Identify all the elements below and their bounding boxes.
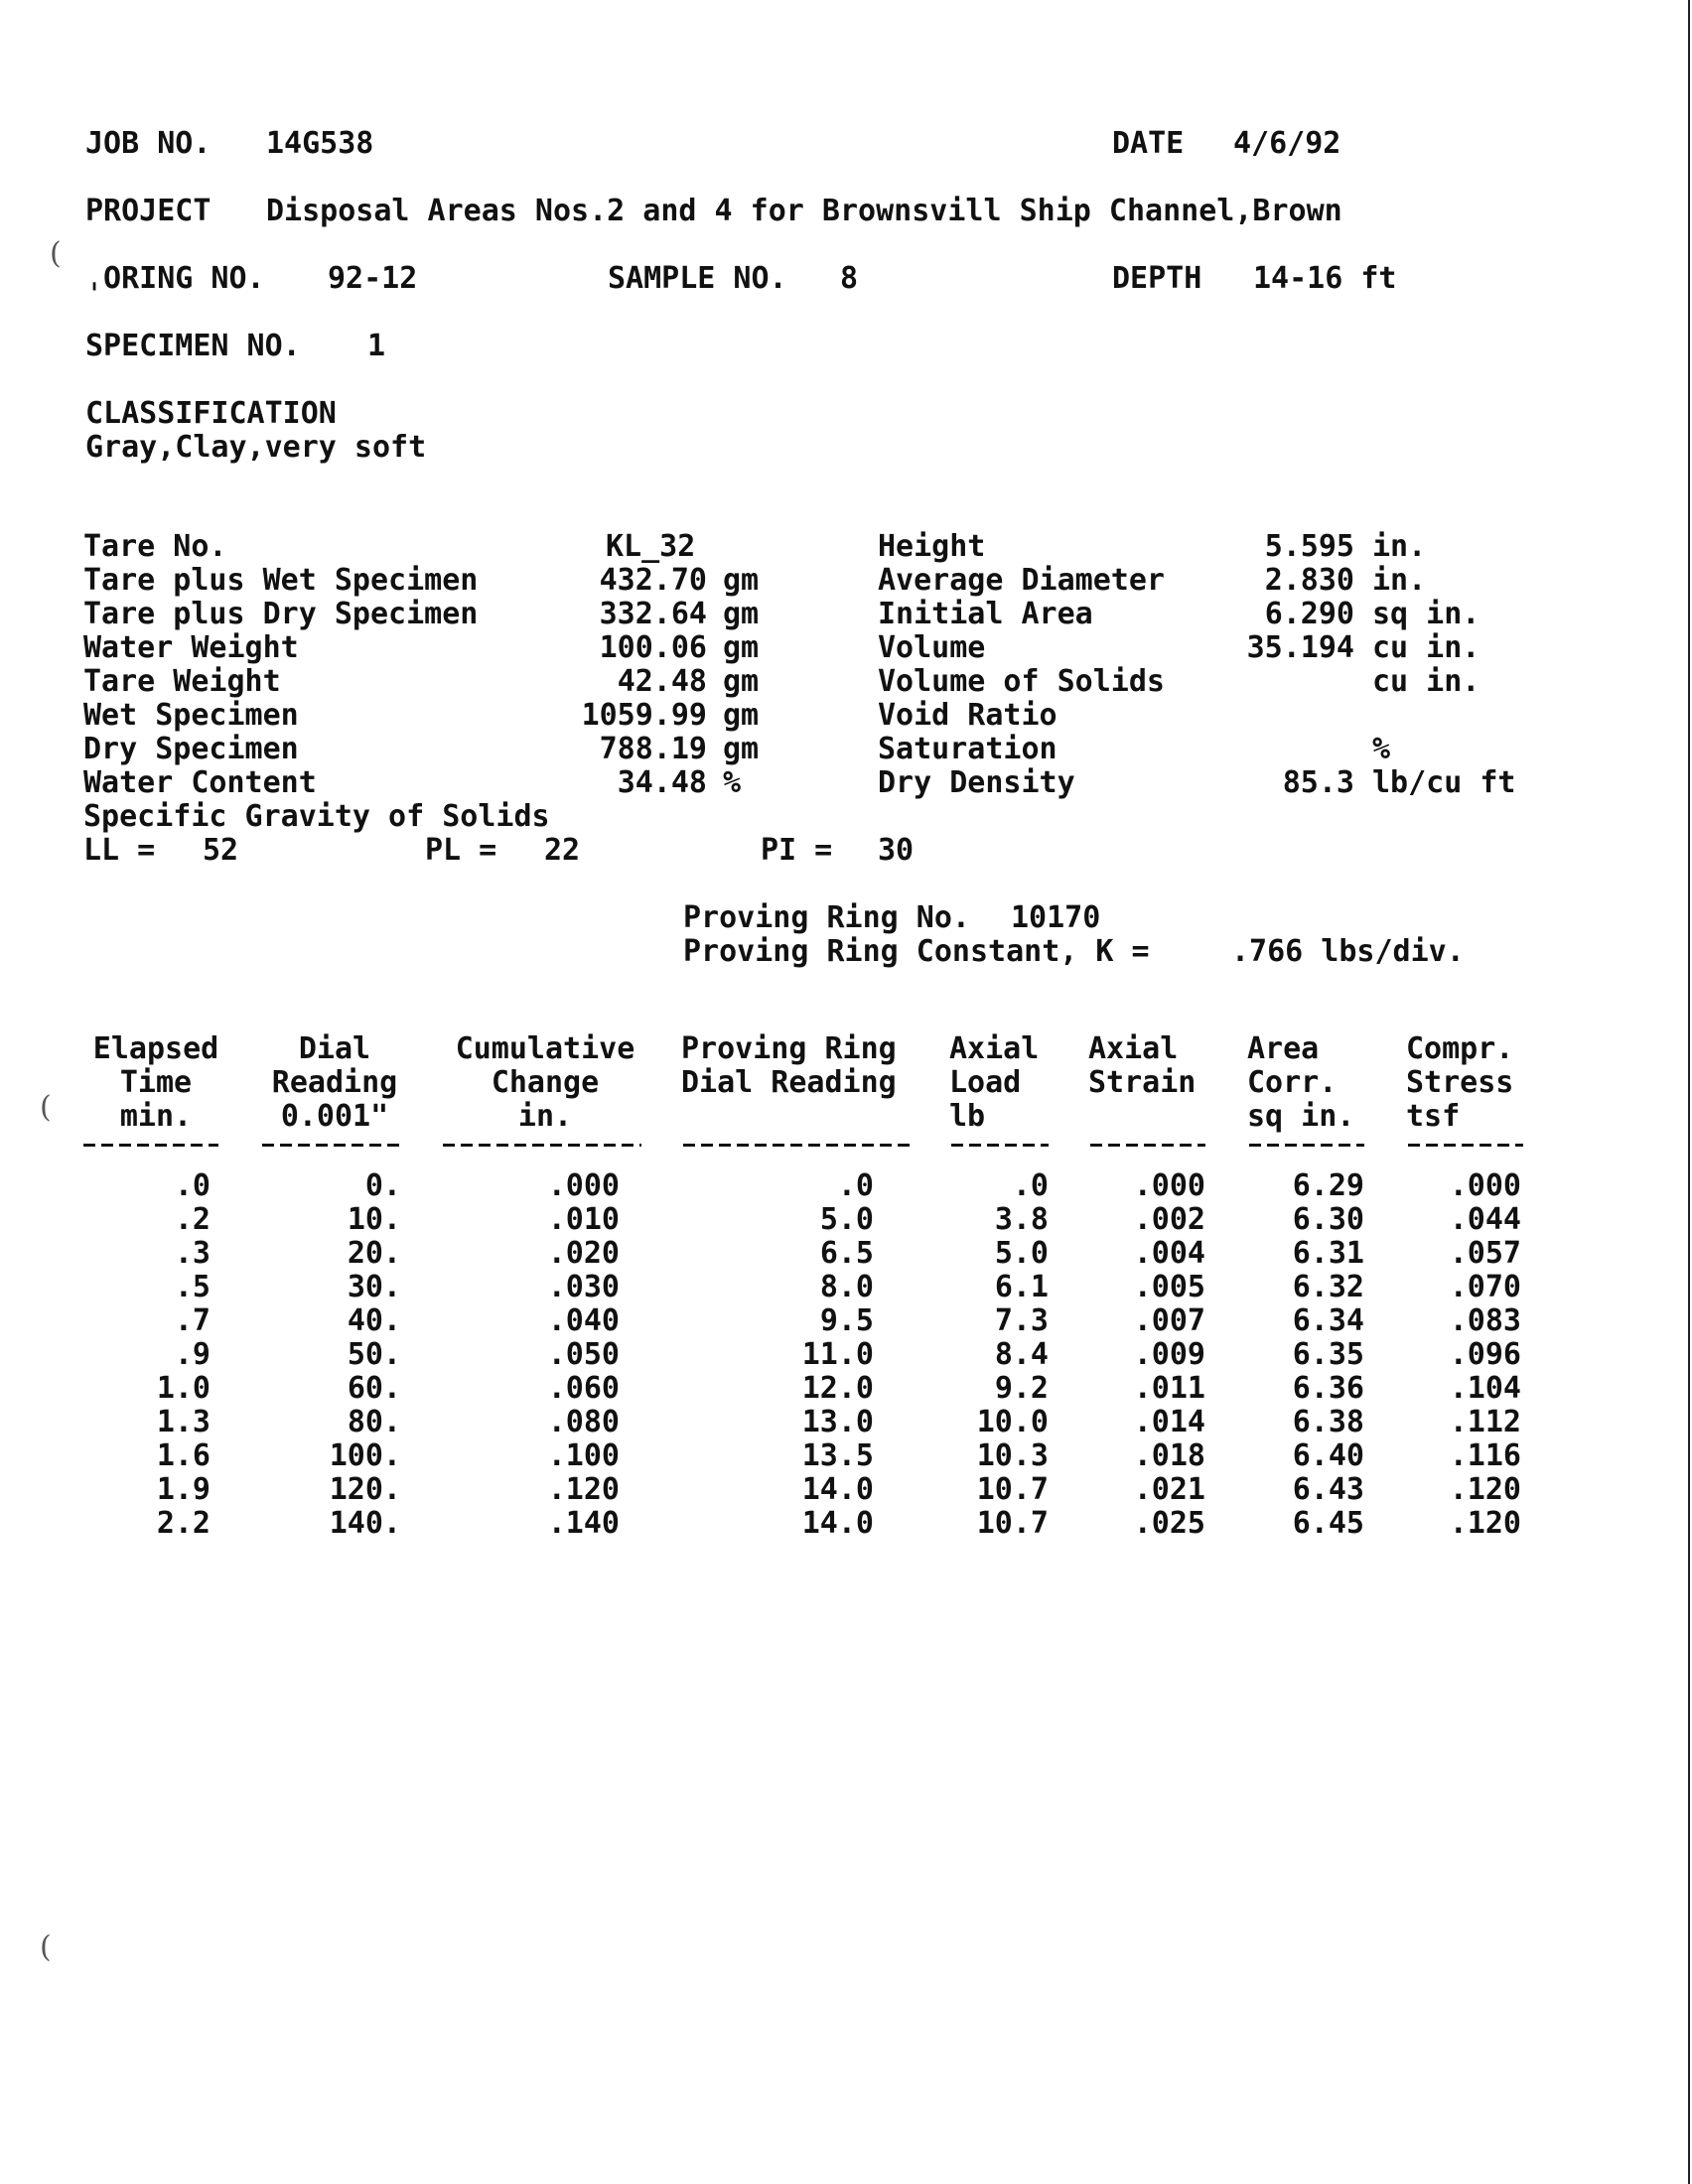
property-unit: % xyxy=(723,765,742,800)
table-cell: .040 xyxy=(547,1303,620,1338)
table-cell: 10.3 xyxy=(976,1438,1049,1473)
header-rule xyxy=(1249,1144,1364,1147)
property-unit: gm xyxy=(723,563,760,598)
property-value: 2.830 xyxy=(1264,563,1354,598)
table-cell: .096 xyxy=(1449,1337,1521,1372)
table-cell: 12.0 xyxy=(801,1371,874,1406)
table-cell: .112 xyxy=(1449,1405,1521,1439)
column-header: Strain xyxy=(1088,1065,1197,1100)
table-cell: .140 xyxy=(547,1506,620,1541)
table-cell: .044 xyxy=(1449,1202,1521,1237)
property-unit: sq in. xyxy=(1372,597,1480,631)
column-header: Time xyxy=(119,1065,193,1100)
specimen-label: SPECIMEN NO. xyxy=(85,329,301,363)
table-cell: .9 xyxy=(174,1337,211,1372)
depth-value: 14-16 ft xyxy=(1253,261,1397,296)
table-cell: 1.0 xyxy=(156,1371,211,1406)
table-cell: 5.0 xyxy=(994,1236,1049,1271)
property-label: Saturation xyxy=(878,732,1058,766)
table-cell: .080 xyxy=(547,1405,620,1439)
table-cell: .010 xyxy=(547,1202,620,1237)
table-cell: .120 xyxy=(1449,1472,1521,1507)
pl-label: PL = xyxy=(425,833,497,868)
property-value: 5.595 xyxy=(1264,529,1354,564)
column-header: sq in. xyxy=(1247,1099,1355,1134)
property-label: Average Diameter xyxy=(878,563,1165,598)
table-cell: .120 xyxy=(547,1472,620,1507)
header-rule xyxy=(1090,1144,1205,1147)
sample-value: 8 xyxy=(840,261,859,296)
table-cell: 6.30 xyxy=(1292,1202,1364,1237)
property-unit: gm xyxy=(723,664,760,699)
table-cell: .000 xyxy=(1133,1168,1205,1203)
table-cell: .004 xyxy=(1133,1236,1205,1271)
table-cell: .002 xyxy=(1133,1202,1205,1237)
column-header: Elapsed xyxy=(92,1031,219,1066)
table-cell: .018 xyxy=(1133,1438,1205,1473)
table-cell: 30. xyxy=(347,1270,401,1304)
property-label: Height xyxy=(878,529,986,564)
classification-value: Gray,Clay,very soft xyxy=(85,430,427,465)
property-unit: in. xyxy=(1372,529,1427,564)
column-header: Reading xyxy=(271,1065,398,1100)
property-label: Initial Area xyxy=(878,597,1093,631)
table-cell: .057 xyxy=(1449,1236,1521,1271)
header-rule xyxy=(951,1144,1049,1147)
table-cell: .009 xyxy=(1133,1337,1205,1372)
proving-ring-constant-value: .766 lbs/div. xyxy=(1231,934,1465,969)
date-value: 4/6/92 xyxy=(1233,126,1341,161)
column-header: in. xyxy=(517,1099,573,1134)
property-unit: cu in. xyxy=(1372,664,1480,699)
column-header: Compr. xyxy=(1406,1031,1514,1066)
proving-ring-constant-label: Proving Ring Constant, K = xyxy=(683,934,1150,969)
table-cell: 10.7 xyxy=(976,1506,1049,1541)
table-cell: .2 xyxy=(174,1202,211,1237)
table-cell: .0 xyxy=(837,1168,874,1203)
property-value: 1059.99 xyxy=(581,698,707,733)
table-cell: 6.40 xyxy=(1292,1438,1364,1473)
table-cell: 8.4 xyxy=(994,1337,1049,1372)
property-value: 432.70 xyxy=(599,563,707,598)
table-cell: .104 xyxy=(1449,1371,1521,1406)
property-value: 85.3 xyxy=(1282,765,1354,800)
column-header: Axial xyxy=(949,1031,1040,1066)
margin-mark: ( xyxy=(50,236,62,271)
project-label: PROJECT xyxy=(85,194,212,228)
table-cell: 9.2 xyxy=(994,1371,1049,1406)
table-cell: 140. xyxy=(329,1506,401,1541)
specimen-value: 1 xyxy=(367,329,386,363)
column-header: Dial Reading xyxy=(681,1065,897,1100)
margin-mark: ( xyxy=(40,1930,52,1965)
boring-value: 92-12 xyxy=(328,261,418,296)
table-cell: 3.8 xyxy=(994,1202,1049,1237)
property-unit: gm xyxy=(723,732,760,766)
table-cell: .030 xyxy=(547,1270,620,1304)
table-cell: 20. xyxy=(347,1236,401,1271)
table-cell: 14.0 xyxy=(801,1472,874,1507)
table-cell: 5.0 xyxy=(819,1202,874,1237)
table-cell: 8.0 xyxy=(819,1270,874,1304)
property-value: 332.64 xyxy=(599,597,707,631)
table-cell: 0. xyxy=(364,1168,401,1203)
property-unit: gm xyxy=(723,630,760,665)
property-label: Tare Weight xyxy=(83,664,281,699)
column-header: Stress xyxy=(1406,1065,1514,1100)
header-rule xyxy=(443,1144,641,1147)
header-rule xyxy=(262,1144,401,1147)
table-cell: 9.5 xyxy=(819,1303,874,1338)
property-label: Tare No. xyxy=(83,529,227,564)
table-cell: .083 xyxy=(1449,1303,1521,1338)
table-cell: 6.1 xyxy=(994,1270,1049,1304)
table-cell: .000 xyxy=(1449,1168,1521,1203)
property-value: 788.19 xyxy=(599,732,707,766)
table-cell: 40. xyxy=(347,1303,401,1338)
table-cell: 6.36 xyxy=(1292,1371,1364,1406)
date-label: DATE xyxy=(1112,126,1185,161)
column-header: Corr. xyxy=(1247,1065,1338,1100)
table-cell: .0 xyxy=(174,1168,211,1203)
property-value: 42.48 xyxy=(617,664,707,699)
table-cell: .070 xyxy=(1449,1270,1521,1304)
job-label: JOB NO. xyxy=(85,126,212,161)
depth-label: DEPTH xyxy=(1112,261,1202,296)
property-unit: in. xyxy=(1372,563,1427,598)
table-cell: 6.32 xyxy=(1292,1270,1364,1304)
property-label: Dry Density xyxy=(878,765,1075,800)
column-header: Area xyxy=(1247,1031,1320,1066)
column-header: tsf xyxy=(1406,1099,1461,1134)
page-edge-line xyxy=(1688,0,1690,2184)
property-label: Tare plus Dry Specimen xyxy=(83,597,479,631)
table-cell: 14.0 xyxy=(801,1506,874,1541)
classification-label: CLASSIFICATION xyxy=(85,396,337,431)
header-rule xyxy=(83,1144,218,1147)
proving-ring-number-value: 10170 xyxy=(1011,900,1101,935)
property-label: Void Ratio xyxy=(878,698,1058,733)
proving-ring-number-label: Proving Ring No. xyxy=(683,900,970,935)
column-header: min. xyxy=(119,1099,193,1134)
table-cell: 13.0 xyxy=(801,1405,874,1439)
table-cell: .7 xyxy=(174,1303,211,1338)
margin-mark: ( xyxy=(40,1090,52,1125)
column-header: 0.001" xyxy=(280,1099,389,1134)
table-cell: 100. xyxy=(329,1438,401,1473)
table-cell: .000 xyxy=(547,1168,620,1203)
table-cell: 10. xyxy=(347,1202,401,1237)
table-cell: 80. xyxy=(347,1405,401,1439)
table-cell: 120. xyxy=(329,1472,401,1507)
table-cell: .020 xyxy=(547,1236,620,1271)
pi-value: 30 xyxy=(878,833,915,868)
column-header: lb xyxy=(949,1099,986,1134)
table-cell: .0 xyxy=(1012,1168,1049,1203)
table-cell: 6.43 xyxy=(1292,1472,1364,1507)
table-cell: 6.34 xyxy=(1292,1303,1364,1338)
table-cell: 2.2 xyxy=(156,1506,211,1541)
property-label: Volume xyxy=(878,630,986,665)
property-label: Water Content xyxy=(83,765,317,800)
table-cell: 10.7 xyxy=(976,1472,1049,1507)
table-cell: .5 xyxy=(174,1270,211,1304)
table-cell: 1.3 xyxy=(156,1405,211,1439)
table-cell: 1.9 xyxy=(156,1472,211,1507)
property-label: Wet Specimen xyxy=(83,698,299,733)
project-value: Disposal Areas Nos.2 and 4 for Brownsvill Ship Channel,Brown xyxy=(266,194,1342,228)
property-label: Volume of Solids xyxy=(878,664,1165,699)
header-rule xyxy=(1408,1144,1523,1147)
table-cell: .011 xyxy=(1133,1371,1205,1406)
table-cell: .007 xyxy=(1133,1303,1205,1338)
table-cell: .100 xyxy=(547,1438,620,1473)
column-header: Load xyxy=(949,1065,1022,1100)
table-cell: 1.6 xyxy=(156,1438,211,1473)
table-cell: 6.5 xyxy=(819,1236,874,1271)
table-cell: 6.38 xyxy=(1292,1405,1364,1439)
table-cell: 7.3 xyxy=(994,1303,1049,1338)
property-unit: gm xyxy=(723,597,760,631)
column-header: Proving Ring xyxy=(681,1031,897,1066)
boring-label: ˌORING NO. xyxy=(85,261,265,296)
pl-value: 22 xyxy=(544,833,581,868)
table-cell: .3 xyxy=(174,1236,211,1271)
table-cell: .021 xyxy=(1133,1472,1205,1507)
property-label: Tare plus Wet Specimen xyxy=(83,563,479,598)
property-value: 100.06 xyxy=(599,630,707,665)
ll-value: 52 xyxy=(203,833,239,868)
column-header: Cumulative xyxy=(455,1031,635,1066)
column-header: Dial xyxy=(298,1031,371,1066)
header-rule xyxy=(683,1144,912,1147)
property-unit: cu in. xyxy=(1372,630,1480,665)
column-header: Axial xyxy=(1088,1031,1179,1066)
table-cell: 6.29 xyxy=(1292,1168,1364,1203)
specific-gravity-label: Specific Gravity of Solids xyxy=(83,799,550,834)
column-header: Change xyxy=(491,1065,600,1100)
table-cell: 11.0 xyxy=(801,1337,874,1372)
property-label: Dry Specimen xyxy=(83,732,299,766)
property-value: 34.48 xyxy=(617,765,707,800)
sample-label: SAMPLE NO. xyxy=(608,261,787,296)
table-cell: 10.0 xyxy=(976,1405,1049,1439)
property-unit: % xyxy=(1372,732,1391,766)
table-cell: .120 xyxy=(1449,1506,1521,1541)
table-cell: .116 xyxy=(1449,1438,1521,1473)
property-label: Water Weight xyxy=(83,630,299,665)
property-unit: gm xyxy=(723,698,760,733)
table-cell: .050 xyxy=(547,1337,620,1372)
table-cell: 6.31 xyxy=(1292,1236,1364,1271)
table-cell: 6.35 xyxy=(1292,1337,1364,1372)
property-value: 35.194 xyxy=(1246,630,1354,665)
table-cell: 6.45 xyxy=(1292,1506,1364,1541)
table-cell: 50. xyxy=(347,1337,401,1372)
table-cell: .025 xyxy=(1133,1506,1205,1541)
property-value: 6.290 xyxy=(1264,597,1354,631)
pi-label: PI = xyxy=(761,833,833,868)
ll-label: LL = xyxy=(83,833,156,868)
table-cell: .014 xyxy=(1133,1405,1205,1439)
job-value: 14G538 xyxy=(266,126,374,161)
table-cell: .005 xyxy=(1133,1270,1205,1304)
property-unit: lb/cu ft xyxy=(1372,765,1516,800)
property-value: KL_32 xyxy=(606,529,696,564)
table-cell: .060 xyxy=(547,1371,620,1406)
table-cell: 13.5 xyxy=(801,1438,874,1473)
table-cell: 60. xyxy=(347,1371,401,1406)
